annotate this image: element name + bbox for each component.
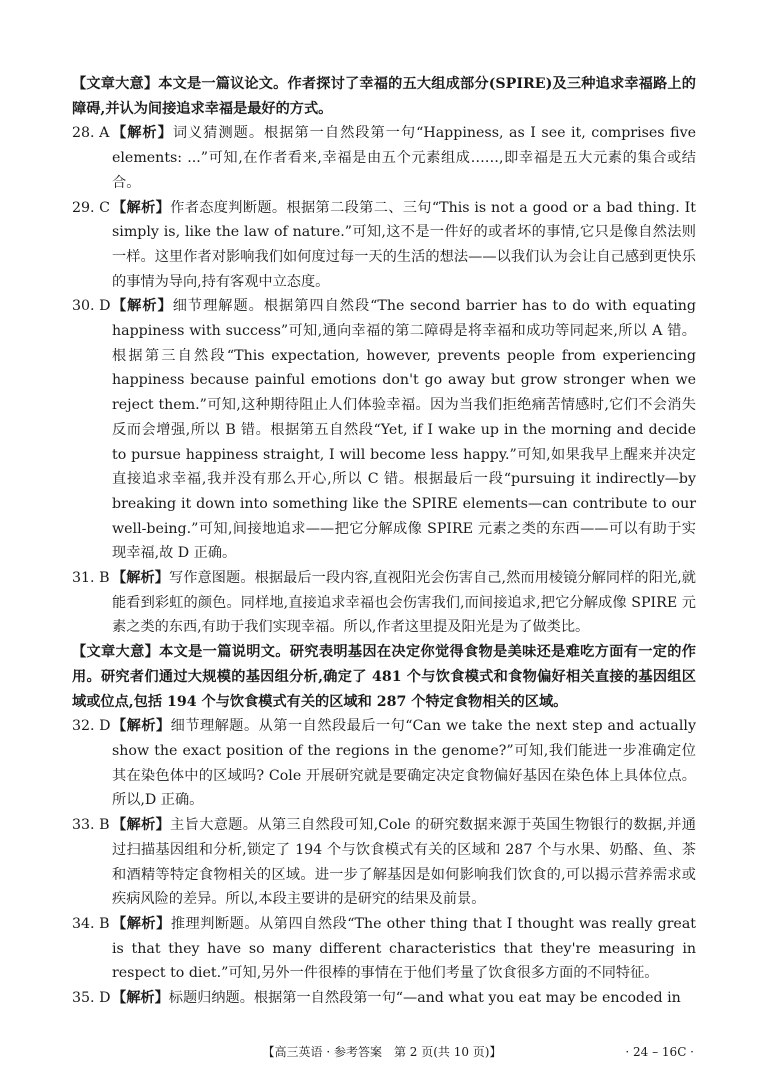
article-summary-2 [72, 640, 696, 714]
analysis-tag: 【解析】 [112, 199, 171, 216]
footer-page-info: 【高三英语 · 参考答案 第 2 页(共 10 页)】 [262, 1045, 502, 1059]
summary-tag: 【文章大意】 [72, 76, 159, 92]
article-summary-1 [72, 72, 696, 121]
answer-item-31 [72, 566, 696, 640]
analysis-tag: 【解析】 [112, 915, 171, 932]
answer-content [72, 72, 696, 1011]
analysis-tag: 【解析】 [112, 298, 173, 315]
summary-tag: 【文章大意】 [72, 644, 160, 661]
question-number: 32. D [72, 718, 111, 735]
analysis-text: 细节理解题。根据第四自然段“The second barrier has to do with equating happiness with success”可知,通向幸福的第二障碍是将幸福和成功等同起来,所以 A 错。根据第三自然段“This expectation, however, prevents people from experiencing happiness because painful emotions don't go away but grow stronger when we reject them.”可知,这种期待阻止人们体验幸福。因为当我们拒绝痛苦情感时,它们不会消失反而会增强,所以 B 错。根据第五自然段“Yet, if I wake up in the morning and decide to pursue happiness straight, I will become less happy.”可知,如果我早上醒来并决定直接追求幸福,我并没有那么开心,所以 C 错。根据最后一段“pursuing it indirectly—by breaking it down into something like the SPIRE elements—can contribute to our well-being.”可知,间接地追求——把它分解成像 SPIRE 元素之类的东西——可以有助于实现幸福,故 D 正确。 [112, 298, 696, 562]
question-number: 31. B [72, 570, 110, 587]
analysis-text: 推理判断题。从第四自然段“The other thing that I thought was really great is that they have so many different characteristics that they're measuring in respect to diet.”可知,另外一件很棒的事情在于他们考量了饮食很多方面的不同特征。 [112, 915, 696, 982]
analysis-tag: 【解析】 [112, 718, 171, 735]
question-number: 33. B [72, 817, 110, 834]
page-footer [0, 1040, 764, 1064]
analysis-tag: 【解析】 [112, 570, 170, 587]
answer-item-29 [72, 196, 696, 295]
analysis-text: 标题归纳题。根据第一自然段第一句“—and what you eat may be encoded in [168, 990, 681, 1007]
analysis-tag: 【解析】 [112, 125, 173, 142]
answer-item-34 [72, 912, 696, 986]
footer-code: · 24 – 16C · [625, 1045, 694, 1059]
summary-text: 本文是一篇议论文。作者探讨了幸福的五大组成部分(SPIRE)及三种追求幸福路上的障碍,并认为间接追求幸福是最好的方式。 [72, 76, 696, 117]
answer-item-30 [72, 294, 696, 566]
question-number: 28. A [72, 125, 110, 142]
analysis-text: 主旨大意题。从第三自然段可知,Cole 的研究数据来源于英国生物银行的数据,并通过扫描基因组和分析,锁定了 194 个与饮食模式有关的区域和 287 个与水果、奶酪、鱼、茶和酒精等特定食物相关的区域。进一步了解基因是如何影响我们饮食的,可以揭示营养需求或疾病风险的差异。所以,本段主要讲的是研究的结果及前景。 [112, 817, 696, 908]
analysis-text: 细节理解题。从第一自然段最后一句“Can we take the next step and actually show the exact position of the regions in the genome?”可知,我们能进一步准确定位其在染色体中的区域吗? Cole 开展研究就是要确定决定食物偏好基因在染色体上具体位点。所以,D 正确。 [112, 718, 696, 809]
analysis-text: 写作意图题。根据最后一段内容,直视阳光会伤害自己,然而用棱镜分解同样的阳光,就能看到彩虹的颜色。同样地,直接追求幸福也会伤害我们,而间接追求,把它分解成像 SPIRE 元素之类的东西,有助于我们实现幸福。所以,作者这里提及阳光是为了做类比。 [112, 570, 696, 636]
analysis-tag: 【解析】 [112, 817, 171, 834]
analysis-tag: 【解析】 [112, 990, 169, 1007]
answer-item-32 [72, 714, 696, 813]
question-number: 34. B [72, 915, 110, 932]
summary-text: 本文是一篇说明文。研究表明基因在决定你觉得食物是美味还是难吃方面有一定的作用。研究者们通过大规模的基因组分析,确定了 481 个与饮食模式和食物偏好相关直接的基因组区域或位点,包括 194 个与饮食模式有关的区域和 287 个特定食物相关的区域。 [72, 644, 696, 710]
question-number: 29. C [72, 199, 110, 216]
question-number: 30. D [72, 298, 111, 315]
answer-item-28 [72, 121, 696, 195]
question-number: 35. D [72, 990, 111, 1007]
analysis-text: 词义猜测题。根据第一自然段第一句“Happiness, as I see it, comprises five elements: ...”可知,在作者看来,幸福是由五个元素组成……,即幸福是五大元素的集合或结合。 [112, 125, 696, 191]
answer-item-35 [72, 986, 696, 1011]
answer-item-33 [72, 813, 696, 912]
analysis-text: 作者态度判断题。根据第二段第二、三句“This is not a good or a bad thing. It simply is, like the law of nature.”可知,这不是一件好的或者坏的事情,它只是像自然法则一样。这里作者对影响我们如何度过每一天的生活的想法——以我们认为会让自己感到更快乐的事情为导向,持有客观中立态度。 [112, 199, 696, 290]
